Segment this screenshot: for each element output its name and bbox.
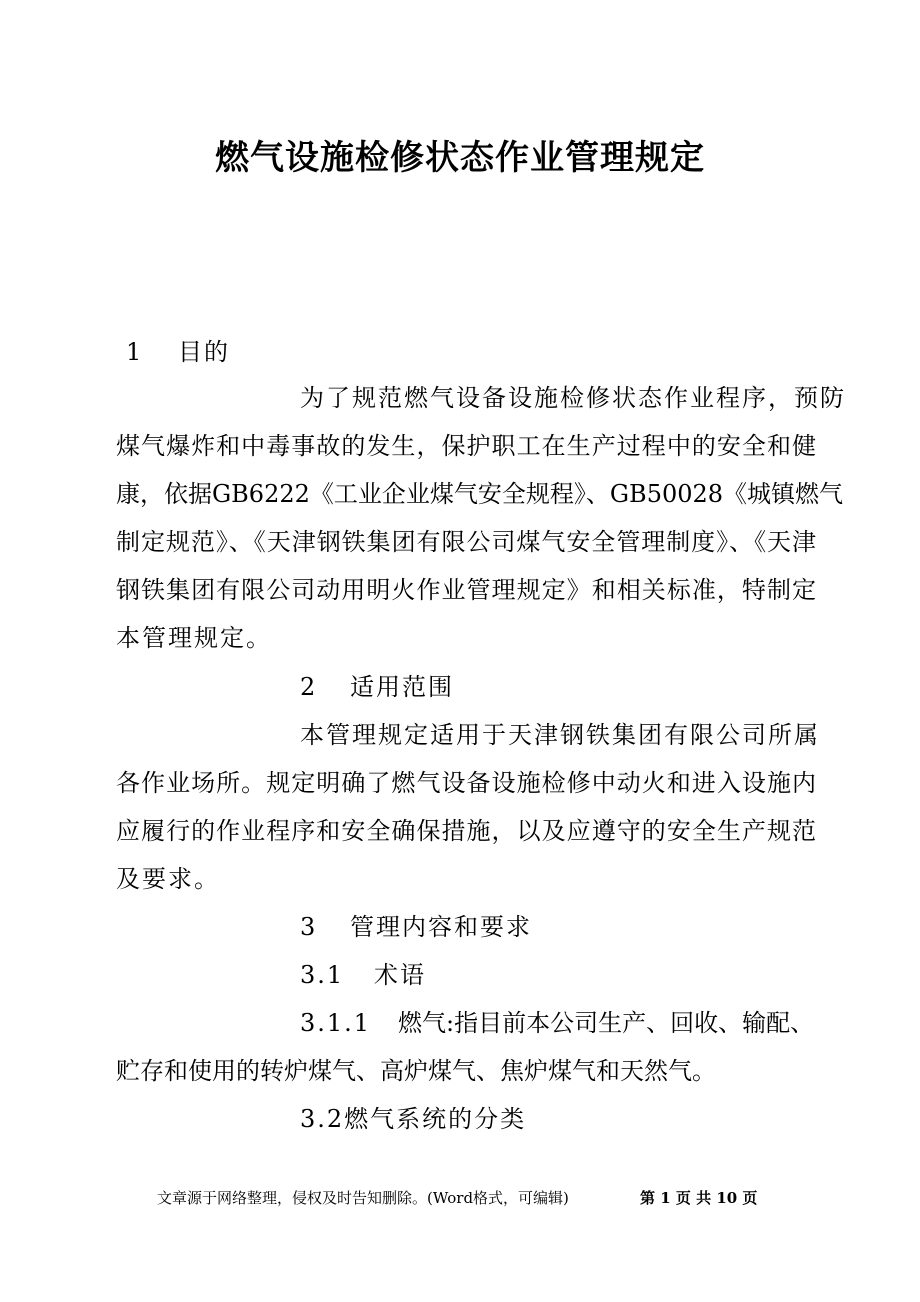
- section-3-number: 3: [300, 913, 318, 941]
- section-3-1-1-number: 3.1.1: [300, 1009, 372, 1037]
- section-3-title: 管理内容和要求: [350, 913, 532, 941]
- section-1-paragraph-line-4: 制定规范》、《天津钢铁集团有限公司煤气安全管理制度》、《天津: [116, 528, 816, 556]
- section-1-paragraph-line-5: 钢铁集团有限公司动用明火作业管理规定》和相关标准，特制定: [116, 576, 816, 604]
- footer-page-number: 第 1 页 共 10 页: [640, 1189, 758, 1207]
- section-2-paragraph-line-4: 及要求。: [116, 865, 220, 893]
- section-1-paragraph-line-2: 煤气爆炸和中毒事故的发生，保护职工在生产过程中的安全和健: [116, 432, 816, 460]
- section-1-title: 目的: [178, 338, 230, 366]
- section-3-1-title: 术语: [374, 961, 426, 989]
- section-3-1-number: 3.1: [300, 961, 345, 989]
- section-2-paragraph-line-2: 各作业场所。规定明确了燃气设备设施检修中动火和进入设施内: [116, 769, 816, 797]
- document-title: 燃气设施检修状态作业管理规定: [215, 138, 705, 178]
- section-3-1-1-text-line-1: 燃气:指目前本公司生产、回收、输配、: [398, 1009, 815, 1037]
- section-2-paragraph-line-3: 应履行的作业程序和安全确保措施，以及应遵守的安全生产规范: [116, 817, 816, 845]
- section-2-title: 适用范围: [350, 673, 454, 701]
- section-1-paragraph-line-1: 为了规范燃气设备设施检修状态作业程序，预防: [300, 384, 846, 412]
- section-2-number: 2: [300, 673, 318, 701]
- section-3-2-heading: 3.2燃气系统的分类: [300, 1105, 527, 1133]
- footer-disclaimer: 文章源于网络整理，侵权及时告知删除。(Word格式，可编辑): [157, 1189, 569, 1207]
- section-1-paragraph-line-3: 康，依据GB6222《工业企业煤气安全规程》、GB50028《城镇燃气: [116, 480, 844, 508]
- section-1-number: 1: [126, 338, 144, 366]
- section-3-1-1-text-line-2: 贮存和使用的转炉煤气、高炉煤气、焦炉煤气和天然气。: [116, 1057, 716, 1085]
- section-2-paragraph-line-1: 本管理规定适用于天津钢铁集团有限公司所属: [300, 721, 820, 749]
- section-1-paragraph-line-6: 本管理规定。: [116, 624, 272, 652]
